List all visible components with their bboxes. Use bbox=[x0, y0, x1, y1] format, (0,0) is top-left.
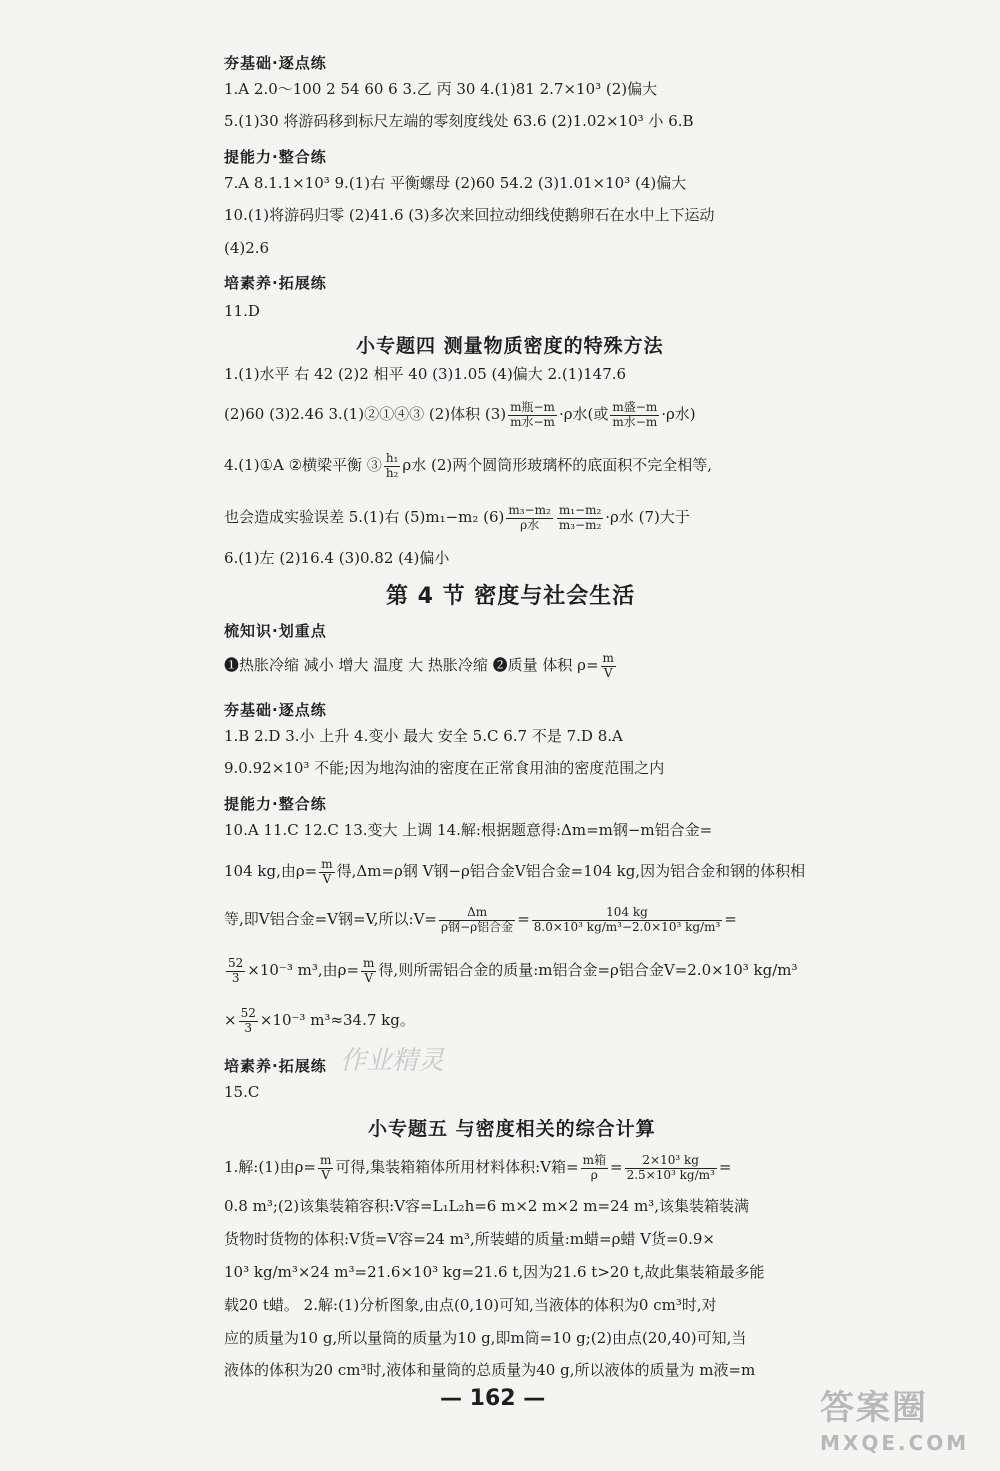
fraction bbox=[239, 1007, 258, 1034]
text-segment: 得,Δm=ρ钢 V钢−ρ铝合金V铝合金=104 kg,因为铝合金和钢的体积相 bbox=[336, 862, 806, 880]
fraction bbox=[361, 957, 376, 984]
fraction-denominator: V bbox=[321, 1167, 331, 1182]
fraction-denominator: ρ钢−ρ铝合金 bbox=[441, 919, 514, 934]
fraction-numerator: m₃−m₂ bbox=[508, 503, 551, 518]
section-label-extend: 培素养·拓展练 bbox=[224, 274, 327, 292]
fraction bbox=[319, 858, 334, 885]
fraction-denominator: ρ水 bbox=[520, 517, 540, 532]
fraction-denominator: V bbox=[603, 665, 613, 680]
fraction-denominator: 3 bbox=[231, 970, 240, 985]
answer-line: 10.(1)将游码归零 (2)41.6 (3)多次来回拉动细线使鹅卵石在水中上下运动 bbox=[224, 206, 715, 224]
fraction-numerator: 52 bbox=[228, 956, 244, 971]
text-segment: = bbox=[724, 910, 737, 928]
fraction-denominator: V bbox=[322, 871, 332, 886]
fraction-denominator: m水−m bbox=[510, 414, 555, 429]
section-label-extend: 培素养·拓展练 bbox=[224, 1057, 327, 1075]
fraction bbox=[625, 1154, 717, 1181]
answer-line-with-fractions bbox=[224, 904, 737, 934]
text-segment: = bbox=[718, 1158, 732, 1176]
section-label-knowledge: 梳知识·划重点 bbox=[224, 622, 327, 640]
text-segment: ×10⁻³ m³≈34.7 kg。 bbox=[259, 1011, 415, 1029]
site-watermark bbox=[820, 1380, 990, 1460]
fraction-numerator: m盛−m bbox=[612, 400, 658, 415]
answer-line: 载20 t蜡。 2.解:(1)分析图象,由点(0,10)可知,当液体的体积为0 cm³时,对 bbox=[224, 1296, 717, 1314]
fraction-denominator: 3 bbox=[244, 1020, 253, 1035]
text-segment: 也会造成实验误差 5.(1)右 (5)m₁−m₂ (6) bbox=[224, 508, 505, 526]
answer-line: 应的质量为10 g,所以量筒的质量为10 g,即m筒=10 g;(2)由点(20,40)可知,当 bbox=[224, 1329, 747, 1347]
text-segment: 104 kg,由ρ= bbox=[224, 862, 318, 880]
fraction bbox=[610, 401, 659, 428]
watermark-url: MXQE.COM bbox=[820, 1431, 970, 1455]
answer-line-with-fractions bbox=[224, 650, 618, 680]
text-segment: = bbox=[610, 1158, 623, 1176]
answer-line-with-fractions bbox=[224, 450, 712, 480]
fraction-numerator: m瓶−m bbox=[510, 400, 555, 415]
text-segment: × bbox=[224, 1011, 237, 1029]
fraction-denominator: ρ bbox=[590, 1167, 598, 1182]
text-segment: 4.(1)①A ②横梁平衡 ③ bbox=[224, 456, 382, 474]
fraction-numerator: Δm bbox=[439, 906, 515, 920]
text-segment: ❶热胀冷缩 减小 增大 温度 大 热胀冷缩 ❷质量 体积 ρ= bbox=[224, 656, 599, 674]
text-segment: 得,则所需铝合金的质量:m铝合金=ρ铝合金V=2.0×10³ kg/m³ bbox=[378, 961, 798, 979]
answer-line-with-fractions bbox=[224, 400, 696, 429]
answer-line: 10³ kg/m³×24 m³=21.6×10³ kg=21.6 t,因为21.6 t>20 t,故此集装箱最多能 bbox=[224, 1263, 765, 1281]
fraction-denominator: m₃−m₂ bbox=[558, 517, 602, 532]
fraction bbox=[226, 957, 245, 984]
answer-line: 1.(1)水平 右 42 (2)2 相平 40 (3)1.05 (4)偏大 2.(1)147.6 bbox=[224, 365, 627, 383]
text-segment: 1.解:(1)由ρ= bbox=[224, 1158, 316, 1176]
fraction-denominator: 2.5×10³ kg/m³ bbox=[626, 1167, 715, 1182]
text-segment: ·ρ水) bbox=[661, 405, 696, 423]
fraction-numerator: m bbox=[320, 1153, 332, 1168]
fraction-numerator: m箱 bbox=[582, 1153, 607, 1168]
answer-line-with-fractions bbox=[224, 1152, 731, 1182]
answer-line: 15.C bbox=[224, 1083, 260, 1101]
fraction bbox=[384, 452, 401, 479]
fraction-denominator: 8.0×10³ kg/m³−2.0×10³ kg/m³ bbox=[533, 919, 721, 934]
fraction bbox=[532, 906, 723, 933]
topic-title: 小专题四 测量物质密度的特殊方法 bbox=[356, 335, 664, 357]
section-label-ability: 提能力·整合练 bbox=[224, 795, 327, 813]
answer-line: 7.A 8.1.1×10³ 9.(1)右 平衡螺母 (2)60 54.2 (3)1.01×10³ (4)偏大 bbox=[224, 174, 687, 192]
answer-line: 5.(1)30 将游码移到标尺左端的零刻度线处 63.6 (2)1.02×10³ 小 6.B bbox=[224, 112, 694, 130]
fraction-numerator: m bbox=[602, 651, 614, 666]
page-number: — 162 — bbox=[440, 1386, 546, 1411]
answer-line: 10.A 11.C 12.C 13.变大 上调 14.解:根据题意得:Δm=m钢−m铝合金= bbox=[224, 821, 713, 839]
fraction bbox=[557, 504, 603, 531]
text-segment: ρ水 (2)两个圆筒形玻璃杯的底面积不完全相等, bbox=[402, 456, 712, 474]
text-segment: ×10⁻³ m³,由ρ= bbox=[247, 961, 360, 979]
fraction-numerator: h₁ bbox=[385, 451, 399, 466]
fraction bbox=[581, 1154, 608, 1181]
topic-title: 小专题五 与密度相关的综合计算 bbox=[368, 1118, 656, 1140]
answer-line-with-fractions bbox=[224, 856, 805, 886]
answer-line: 货物时货物的体积:V货=V容=24 m³,所装蜡的质量:m蜡=ρ蜡 V货=0.9× bbox=[224, 1230, 715, 1248]
text-segment: ·ρ水(或 bbox=[558, 405, 609, 423]
answer-line: 0.8 m³;(2)该集装箱容积:V容=L₁L₂h=6 m×2 m×2 m=24 m³,该集装箱装满 bbox=[224, 1197, 749, 1215]
answer-line-with-fractions bbox=[224, 502, 690, 532]
fraction-numerator: 104 kg bbox=[532, 906, 723, 920]
text-segment: ·ρ水 (7)大于 bbox=[605, 508, 690, 526]
fraction bbox=[439, 906, 515, 933]
text-segment: (2)60 (3)2.46 3.(1)②①④③ (2)体积 (3) bbox=[224, 405, 507, 423]
faint-background-stamp: 作业精灵 bbox=[340, 1046, 445, 1076]
watermark-title: 答案圈 bbox=[820, 1388, 928, 1428]
fraction-numerator: 2×10³ kg bbox=[625, 1154, 717, 1168]
answer-line: 1.A 2.0～100 2 54 60 6 3.乙 丙 30 4.(1)81 2.7×10³ (2)偏大 bbox=[224, 80, 658, 98]
section-title: 第 4 节 密度与社会生活 bbox=[386, 584, 636, 609]
text-segment: 等,即V铝合金=V钢=V,所以:V= bbox=[224, 910, 438, 928]
answer-line: 1.B 2.D 3.小 上升 4.变小 最大 安全 5.C 6.7 不是 7.D 8.A bbox=[224, 727, 623, 745]
text-segment: 可得,集装箱箱体所用材料体积:V箱= bbox=[335, 1158, 579, 1176]
fraction-numerator: 52 bbox=[240, 1006, 256, 1021]
section-label-ability: 提能力·整合练 bbox=[224, 148, 327, 166]
answer-line: 11.D bbox=[224, 302, 260, 320]
fraction-denominator: V bbox=[364, 970, 374, 985]
fraction-denominator: h₂ bbox=[385, 465, 399, 480]
fraction bbox=[601, 652, 616, 679]
answer-line: 6.(1)左 (2)16.4 (3)0.82 (4)偏小 bbox=[224, 549, 450, 567]
section-label-basic: 夯基础·逐点练 bbox=[224, 701, 327, 719]
fraction-denominator: m水−m bbox=[612, 414, 658, 429]
fraction-numerator: m bbox=[363, 956, 375, 971]
fraction bbox=[318, 1154, 333, 1181]
fraction-numerator: m₁−m₂ bbox=[558, 503, 602, 518]
text-segment: = bbox=[517, 910, 530, 928]
section-label-basic: 夯基础·逐点练 bbox=[224, 54, 327, 72]
answer-line-with-fractions bbox=[224, 1005, 415, 1035]
answer-line: (4)2.6 bbox=[224, 239, 270, 257]
fraction bbox=[508, 401, 557, 428]
fraction-numerator: m bbox=[321, 857, 333, 872]
fraction bbox=[506, 504, 552, 531]
answer-line-with-fractions bbox=[224, 955, 798, 985]
answer-line: 9.0.92×10³ 不能;因为地沟油的密度在正常食用油的密度范围之内 bbox=[224, 759, 665, 777]
answer-line: 液体的体积为20 cm³时,液体和量筒的总质量为40 g,所以液体的质量为 m液=m bbox=[224, 1361, 756, 1379]
